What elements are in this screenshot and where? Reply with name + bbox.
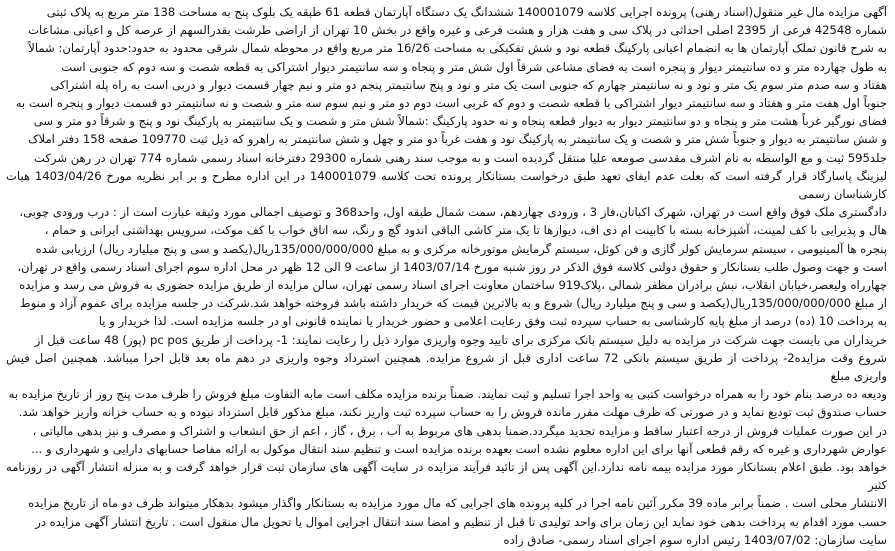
notice-line: به پرداخت 10 (ده) درصد از مبلغ پایه کارشناسی به حساب سپرده ثبت وفق رعایت اعلامی و حضور خریدار یا نماینده قانونی او در جلسه مزایده است. لذا خریدار و یا [98,314,887,329]
notice-line: الانتشار محلی است . ضمناً برابر ماده 39 مکرر آئین نامه اجرا در کلیه پرونده های اجرایی که مال مورد مزایده به بستانکار واگذار میشود بدهکار میتواند ظرف دو ماه از تاریخ مزایده [28,496,887,511]
notice-line: است و جهت وصول طلب بستانکار و حقوق دولتی کلاسه فوق الذکر در روز شنبه مورخ 1403/07/14 از ساعت 9 الی 12 ظهر در محل اداره سوم اجرای اسناد رسمی واقع در تهران، [17,259,887,274]
notice-line: شروع وقت مزایده2- پرداخت از طریق سیستم بانکی 72 ساعت اداری قبل از شروع مزایده. همچنین استرداد وجوه واریزی در دهم ماه بعد قابل اجرا میباشد. همچنین اصل فیش واریزی مبلغ [6,350,887,384]
notice-line: سایت سازمان: 1403/07/02 رئیس اداره سوم اجرای اسناد رسمی- صادق زاده [503,532,887,547]
notice-line: از مبلغ 135/000/000/000ریال(یکصد و سی و پنج میلیارد ریال) شروع و به بالاترین قیمت که خریدار داشته باشد فروخته خواهد شد.شرکت در جلسه مزایده برای عموم آزاد و منوط [19,296,887,311]
notice-line: فضای نورگیر غرباً هشت متر و پنجاه و دو سانتیمتر دیوار به دیوار قطعه پنجاه و نه حدود پارکینگ :شمالاً شش متر و شصت و یک سانتیمتر به پارکینگ نود و پنج و شرقاً دو متر و سی [33,114,887,129]
notice-line: جلد595 ثبت و مع الواسطه به نام اشرف مقدسی صومعه علیا منتقل گردیده است و به موجب سند رهنی شماره 29300 دفترخانه اسناد رسمی شماره 774 تهران در رهن شرکت [34,150,887,165]
notice-line: ودیعه ده درصد بنام خود را به همراه درخواست کتبی به واحد اجرا تسلیم و ثبت نمایند. ضمناً برنده مزایده مکلف است مابه التفاوت مبلغ فروش را ظرف مدت پنج روز از تاریخ مزایده به [8,387,887,402]
notice-line: عوارض شهرداری و غیره که رقم قطعی آنها برای این اداره معلوم نشده است بعهده برنده مزایده است و تنظیم سند انتقال موکول به ارائه مفاصا حسابهای دارایی و شهرداری و ... [31,441,887,456]
notice-line: هال و پذیرایی با کف لمینت، آشپزخانه بسته با کابینت ام دی اف، دیوارها تا یک متر کاشی الباقی اندود گچ و رنگ، سه اتاق خواب با کف موکت، سرویس بهداشتی ایرانی و حمام ، [44,223,887,238]
notice-line: و شش سانتیمتر به دیوار و جنوباً شش متر و شصت و یک سانتیمتر به پارکینگ نود و هفت غرباً دو متر و چهل و شش سانتیمتر به راهرو که ذیل ثبت 109770 صفحه 158 دفتر املاک [28,132,887,147]
notice-line: خواهد بود. طبق اعلام بستانکار مورد مزایده بیمه نامه ندارد.این آگهی پس از تائید فرآیند مزایده در سایت آگهی های سازمان ثبت قرار خواهد گرفت و به منزله انتشار آگهی در روزنامه کثیر [6,460,887,493]
notice-line: لیزینگ پاسارگاد قرار گرفته است که بعلت عدم ایفای تعهد طبق درخواست بستانکار پرونده تحت کلاسه 140001079 در این اداره مطرح و بر ابر نظریه مورخ 1403/04/26 هیات کارشناسان رسمی [6,168,887,202]
notice-line: دادگستری ملک فوق واقع است در تهران، شهرک اکباتان،فاز 3 ، ورودی چهاردهم، سمت شمال طبقه اول، واحد368 و توصیف اجمالی مورد وثیقه عبارت است از : درب ورودی چوبی، [19,205,887,220]
notice-line: حسب مورد اقدام به پرداخت بدهی خود نماید این زمان برای واحد تولیدی تا قبل از تنظیم و امضا سند انتقال اجرایی اموال یا تحویل مال منقول است . تاریخ انتشار آگهی مزایده در [35,514,887,529]
notice-line: در این صورت عملیات فروش از درجه اعتبار ساقط و مزایده تجدید میگردد.ضمنا بدهی های مربوط به آب ، برق ، گاز ، اعم از حق انشعاب و اشتراک و مصرف و نیز بدهی مالیاتی ، [32,423,887,438]
notice-line: به شرح قانون تملک آپارتمان ها به انضمام اعیانی پارکینگ قطعه نود و شش تفکیکی به مساحت 16/26 متر مربع واقع در محوطه شمال شرقی محدود به حدود:حدود آپارتمان: شمالاً [28,41,887,56]
notice-line: شماره 42548 فرعی از 2395 اصلی احداثی در پلاک سی و هفت هزار و هشت فرعی و غیره واقع در بخش 10 تهران از اراضی طرشت بقدرالسهم از عرصه کل و اعیانی مشاعات [28,23,887,38]
notice-line: جنوباً اول هفت متر و هفتاد و سه سانتیمتر دیوار اشتراکی با قطعه شصت و دوم که غربی است دوم دو متر و نیم سوم سه متر و شصت و نه سانتیمتر دو قسمت دیوار و پنجره است به [15,96,887,111]
notice-line: چهارراه ولیعصر،خیابان انقلاب، نبش برادران مظفر شمالی ،پلاک919 ساختمان معاونت اجرای اسناد رسمی تهران، سالن مزایده از طریق مزایده حضوری به فروش می رسد و مزایده [19,278,887,293]
notice-line: هفتاد و سه صدم متر سوم یک متر و نود و نه سانتیمتر چهارم که جنوبی است یک متر و نود و پنج سانتیمتر پنجم دو متر و نیم چهار قسمت دیوار و دربی است به راه پله اشتراکی [50,77,887,92]
notice-line: پنجره ها آلمینیومی ، سیستم سرمایش کولر گازی و فن کوئل، سیستم گرمایش موتورخانه مرکزی و به مبلغ 135/000/000/000ریال(یکصد و سی و پنج میلیارد ریال) ارزیابی شده [35,241,887,256]
notice-line: خریداران می بایست جهت شرکت در مزایده به دلیل سیستم بانک مرکزی برای تایید وجوه واریزی موارد ذیل را رعایت نمایند: 1- پرداخت از طریق pc pos (پوز) 48 ساعت قبل از [34,332,887,347]
notice-line: به طول چهارده متر و ده سانتیمتر دیوار و پنجره است به فضای مشاعی شرقاً اول شش متر و پنجاه و سه سانتیمتر دیوار اشتراکی به قطعه شصت و سه دوم که جنوبی است [61,59,887,74]
notice-line: حساب صندوق ثبت تودیع نماید و در صورتی که ظرف مهلت مقرر مانده فروش را به حساب سپرده ثبت واریز نکند، مبلغ مذکور قابل استرداد نبوده و به حساب خزانه واریز خواهد شد. [18,405,887,420]
notice-line: آگهی مزایده مال غیر منقول(اسناد رهنی) پرونده اجرایی کلاسه 140001079 ششدانگ یک دستگاه آپارتمان قطعه 61 طبقه یک بلوک پنج به مساحت 138 متر مربع به پلاک ثبتی [46,5,887,19]
